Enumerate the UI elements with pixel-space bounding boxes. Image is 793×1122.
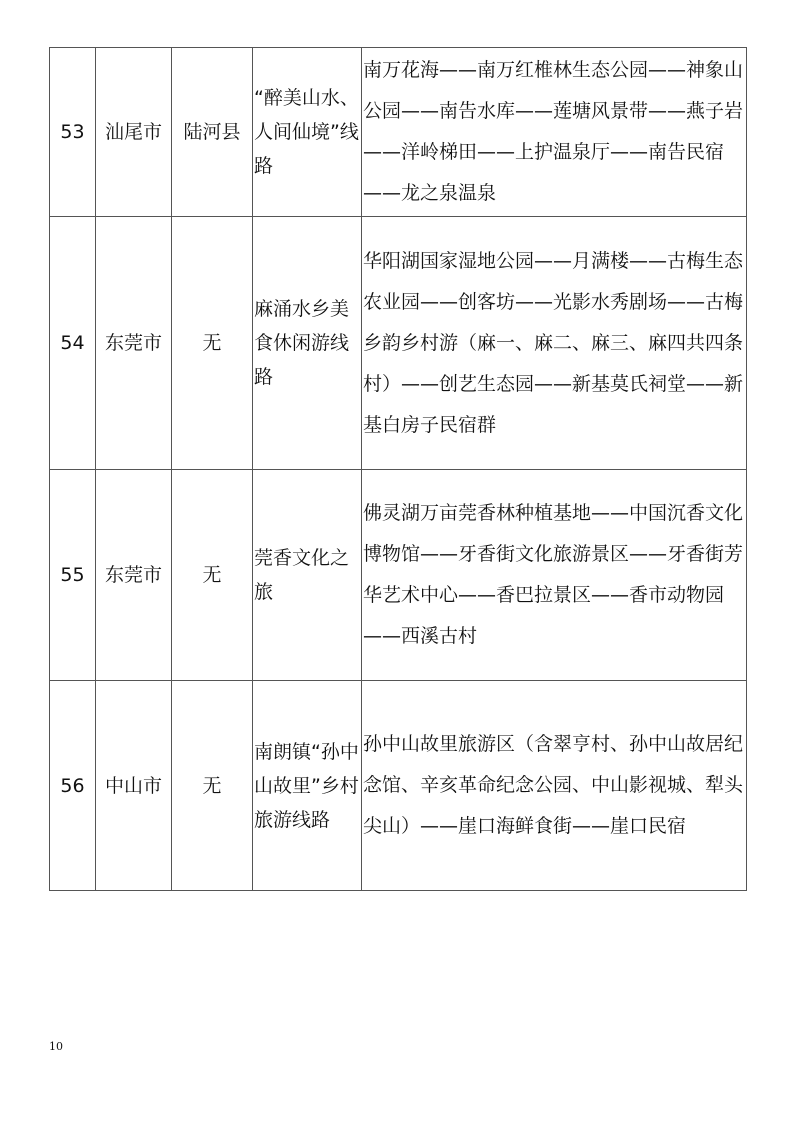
route-name-text: 莞香文化之旅 xyxy=(254,547,350,603)
route-name-cell xyxy=(253,470,362,681)
row-number: 54 xyxy=(50,217,96,470)
route-desc-text: 南万花海——南万红椎林生态公园——神象山公园——南告水库——莲塘风景带——燕子岩——洋岭梯田——上护温泉厅——南告民宿——龙之泉温泉 xyxy=(363,59,744,204)
table-row xyxy=(50,470,747,681)
county-cell: 无 xyxy=(172,217,253,470)
route-desc-cell xyxy=(362,217,747,470)
page-number: 10 xyxy=(49,1040,63,1053)
route-name-text: 南朗镇“孙中山故里”乡村旅游线路 xyxy=(254,740,359,831)
route-name-cell xyxy=(253,681,362,891)
row-number: 56 xyxy=(50,681,96,891)
county-cell: 陆河县 xyxy=(172,48,253,217)
table-row xyxy=(50,48,747,217)
route-name-cell xyxy=(253,48,362,217)
city-cell: 中山市 xyxy=(96,681,172,891)
route-desc-text: 佛灵湖万亩莞香林种植基地——中国沉香文化博物馆——牙香街文化旅游景区——牙香街芳华艺术中心——香巴拉景区——香市动物园——西溪古村 xyxy=(363,502,744,647)
county-cell: 无 xyxy=(172,470,253,681)
route-desc-cell xyxy=(362,681,747,891)
county-cell: 无 xyxy=(172,681,253,891)
route-desc-text: 孙中山故里旅游区（含翠亨村、孙中山故居纪念馆、辛亥革命纪念公园、中山影视城、犁头尖山）——崖口海鲜食街——崖口民宿 xyxy=(363,733,744,837)
route-table xyxy=(49,47,747,891)
city-cell: 汕尾市 xyxy=(96,48,172,217)
row-number: 53 xyxy=(50,48,96,217)
row-number: 55 xyxy=(50,470,96,681)
route-desc-cell xyxy=(362,470,747,681)
route-name-text: “醉美山水、人间仙境”线路 xyxy=(254,87,359,177)
city-cell: 东莞市 xyxy=(96,470,172,681)
route-name-text: 麻涌水乡美食休闲游线路 xyxy=(254,298,350,388)
route-name-cell xyxy=(253,217,362,470)
table-row xyxy=(50,217,747,470)
route-desc-text: 华阳湖国家湿地公园——月满楼——古梅生态农业园——创客坊——光影水秀剧场——古梅乡韵乡村游（麻一、麻二、麻三、麻四共四条村）——创艺生态园——新基莫氏祠堂——新基白房子民宿群 xyxy=(363,249,744,436)
table-row xyxy=(50,681,747,891)
route-desc-cell xyxy=(362,48,747,217)
city-cell: 东莞市 xyxy=(96,217,172,470)
